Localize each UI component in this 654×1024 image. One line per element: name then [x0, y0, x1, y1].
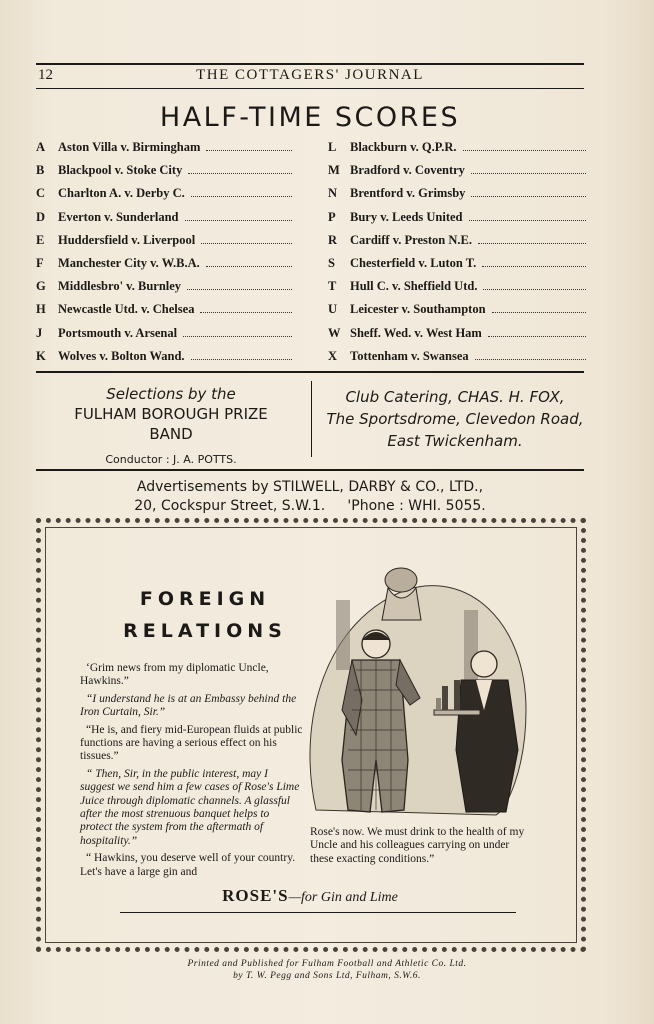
- score-leader-dots: [475, 359, 586, 360]
- fixture-match: Tottenham v. Swansea: [350, 348, 469, 363]
- fixture-row: [36, 210, 294, 233]
- fixture-match: Chesterfield v. Luton T.: [350, 255, 477, 270]
- score-leader-dots: [469, 220, 586, 221]
- fixture-letter: G: [36, 279, 46, 294]
- score-leader-dots: [206, 266, 292, 267]
- score-leader-dots: [188, 173, 292, 174]
- fixture-match: Newcastle Utd. v. Chelsea: [58, 302, 195, 317]
- band-line-2: FULHAM BOROUGH PRIZE: [74, 405, 268, 423]
- story-paragraph: “I understand he is at an Embassy behind the Iron Curtain, Sir.”: [80, 692, 297, 719]
- fixture-match: Bury v. Leeds United: [350, 209, 463, 224]
- fixture-row: [328, 186, 588, 209]
- fixture-row: [36, 140, 294, 163]
- fixture-row: [36, 163, 294, 186]
- score-leader-dots: [206, 150, 292, 151]
- roses-brand: ROSE'S: [222, 886, 289, 905]
- score-leader-dots: [183, 336, 292, 337]
- half-time-right-column: [328, 140, 588, 372]
- fixture-match: Bradford v. Coventry: [350, 163, 465, 178]
- story-paragraph: “He is, and fiery mid-European fluids at public functions are having a serious effect on his tissues.”: [80, 723, 303, 763]
- score-leader-dots: [482, 266, 586, 267]
- story-paragraph: “ Hawkins, you deserve well of your country. Let's have a large gin and: [80, 852, 296, 878]
- fixture-row: [328, 140, 588, 163]
- fixture-match: Wolves v. Bolton Wand.: [58, 348, 185, 363]
- score-leader-dots: [488, 336, 586, 337]
- score-leader-dots: [187, 289, 292, 290]
- fixture-letter: C: [36, 186, 46, 201]
- section-divider: [36, 371, 584, 373]
- fixture-row: [328, 163, 588, 186]
- catering-line-2: The Sportsdrome, Clevedon Road,: [326, 410, 584, 428]
- score-leader-dots: [483, 289, 586, 290]
- fixture-match: Everton v. Sunderland: [58, 209, 179, 224]
- score-leader-dots: [478, 243, 586, 244]
- score-leader-dots: [191, 196, 292, 197]
- fixture-match: Sheff. Wed. v. West Ham: [350, 325, 482, 340]
- half-time-title: HALF-TIME SCORES: [159, 102, 461, 133]
- advert-story: [80, 662, 304, 883]
- score-leader-dots: [200, 312, 292, 313]
- fixture-row: [328, 349, 588, 372]
- imprint-line-2: by T. W. Pegg and Sons Ltd, Fulham, S.W.6.: [233, 971, 421, 981]
- half-time-left-column: [36, 140, 294, 372]
- advert-title-line-2: RELATIONS: [123, 620, 287, 642]
- fixture-row: [36, 256, 294, 279]
- fixture-match: Blackburn v. Q.P.R.: [350, 140, 457, 154]
- story-paragraph: “ Then, Sir, in the public interest, may I suggest we send him a few cases of Rose's Lime Juice through diplomatic channels. A glassful after the most strenuous banquet helps to protect the system from the aftermath of hospitality.”: [80, 767, 300, 847]
- fixture-letter: J: [36, 325, 43, 340]
- tagline-rule: [120, 912, 516, 913]
- fixture-row: [328, 256, 588, 279]
- fixture-row: [328, 302, 588, 325]
- imprint-line-1: Printed and Published for Fulham Football and Athletic Co. Ltd.: [187, 959, 467, 969]
- header-rule-bottom: [36, 88, 584, 89]
- fixture-letter: A: [36, 140, 46, 154]
- band-line-1: Selections by the: [106, 385, 236, 403]
- fixture-letter: L: [328, 140, 337, 154]
- fixture-match: Middlesbro' v. Burnley: [58, 279, 182, 294]
- vertical-divider: [311, 381, 312, 457]
- fixture-letter: F: [36, 255, 44, 270]
- score-leader-dots: [463, 150, 586, 151]
- adv-line-1: Advertisements by STILWELL, DARBY & CO., LTD.,: [136, 479, 484, 495]
- fixture-match: Blackpool v. Stoke City: [58, 163, 183, 178]
- catering-line-1: Club Catering, CHAS. H. FOX,: [345, 388, 565, 406]
- page-number: 12: [38, 67, 53, 83]
- roses-tagline: [60, 886, 560, 906]
- score-leader-dots: [201, 243, 292, 244]
- fixture-row: [36, 279, 294, 302]
- fixture-letter: N: [328, 186, 338, 201]
- band-conductor: Conductor : J. A. POTTS.: [105, 453, 237, 466]
- fixture-letter: S: [328, 255, 335, 270]
- fixture-letter: M: [328, 163, 340, 178]
- advert-story-continued: Rose's now. We must drink to the health of my Uncle and his colleagues carrying on under these exacting conditions.”: [310, 826, 525, 865]
- fixture-row: [328, 279, 588, 302]
- fixture-row: [328, 210, 588, 233]
- roses-slogan: —for Gin and Lime: [288, 890, 398, 905]
- fixture-row: [36, 186, 294, 209]
- band-line-3: BAND: [149, 425, 193, 443]
- fixture-letter: R: [328, 232, 338, 247]
- fixture-letter: E: [36, 232, 45, 247]
- fixture-match: Brentford v. Grimsby: [350, 186, 466, 201]
- fixture-row: [328, 326, 588, 349]
- advert-title-line-1: FOREIGN: [139, 588, 271, 610]
- advertisements-notice: [36, 478, 584, 516]
- catering-line-3: East Twickenham.: [387, 432, 523, 450]
- fixture-row: [328, 233, 588, 256]
- fixture-letter: D: [36, 209, 46, 224]
- catering-notice: [318, 386, 592, 452]
- fixture-row: [36, 326, 294, 349]
- fixture-letter: B: [36, 163, 45, 178]
- adv-line-2: 20, Cockspur Street, S.W.1. 'Phone : WHI. 5055.: [134, 498, 486, 514]
- score-leader-dots: [471, 173, 586, 174]
- fixture-match: Hull C. v. Sheffield Utd.: [350, 279, 478, 294]
- score-leader-dots: [191, 359, 292, 360]
- score-leader-dots: [185, 220, 292, 221]
- fixture-letter: W: [328, 325, 341, 340]
- fixture-letter: P: [328, 209, 336, 224]
- band-notice: [36, 384, 306, 470]
- fixture-row: [36, 349, 294, 372]
- story-paragraph: ‘Grim news from my diplomatic Uncle, Hawkins.”: [80, 662, 269, 688]
- fixture-match: Leicester v. Southampton: [350, 302, 486, 317]
- score-leader-dots: [471, 196, 586, 197]
- butler-and-gentleman-illustration: [296, 560, 536, 822]
- fixture-letter: X: [328, 348, 338, 363]
- fixture-letter: T: [328, 279, 337, 294]
- fixture-letter: K: [36, 348, 46, 363]
- printer-imprint: [0, 958, 654, 982]
- fixture-match: Aston Villa v. Birmingham: [58, 140, 201, 154]
- fixture-match: Cardiff v. Preston N.E.: [350, 232, 472, 247]
- fixture-row: [36, 302, 294, 325]
- journal-title: THE COTTAGERS' JOURNAL: [196, 67, 424, 83]
- header-rule-top: [36, 63, 584, 65]
- fixture-match: Portsmouth v. Arsenal: [58, 325, 178, 340]
- fixture-letter: H: [36, 302, 46, 317]
- fixture-letter: U: [328, 302, 338, 317]
- section-divider: [36, 469, 584, 471]
- fixture-match: Charlton A. v. Derby C.: [58, 186, 185, 201]
- fixture-row: [36, 233, 294, 256]
- fixture-match: Manchester City v. W.B.A.: [58, 255, 200, 270]
- fixture-match: Huddersfield v. Liverpool: [58, 232, 196, 247]
- score-leader-dots: [492, 312, 586, 313]
